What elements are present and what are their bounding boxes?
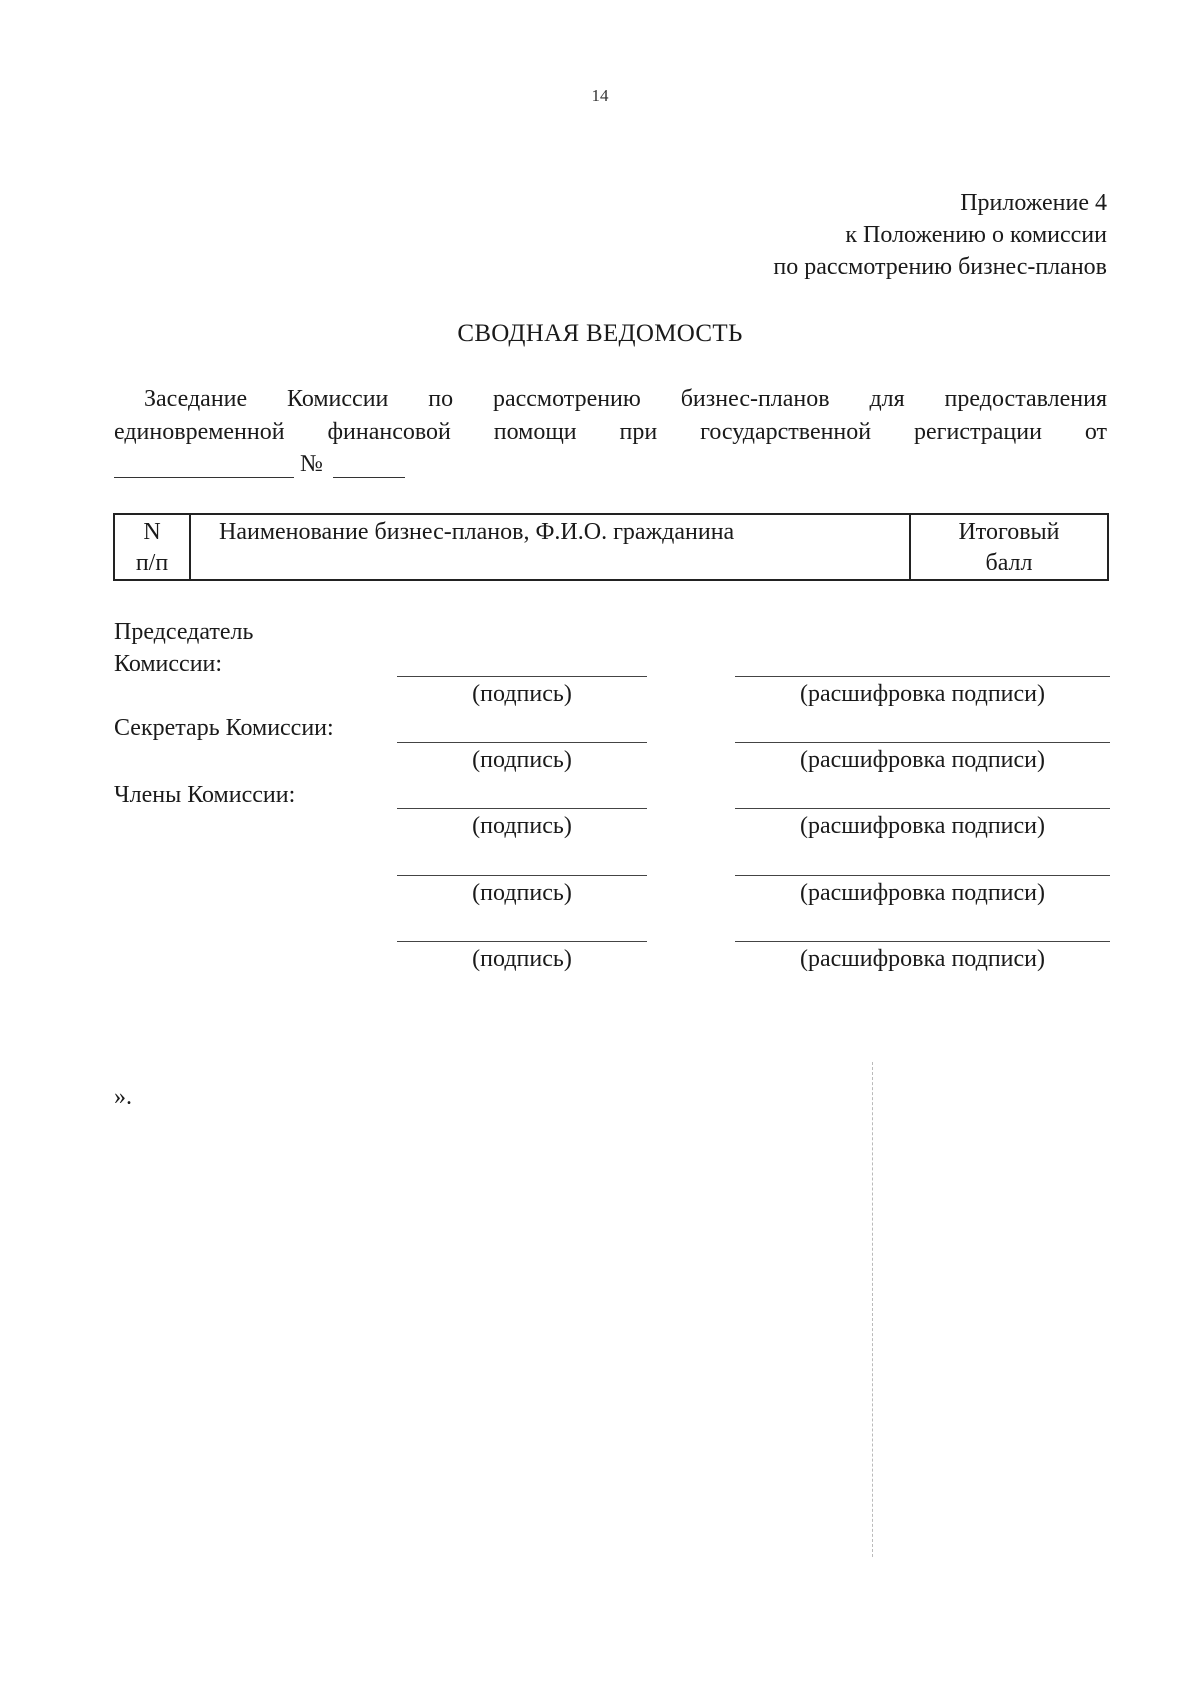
table-header-row — [114, 514, 1108, 580]
date-number-row — [114, 451, 405, 485]
header-total-score-line-2: балл — [985, 550, 1033, 576]
member-1-decode-line[interactable] — [735, 808, 1110, 809]
document-title: СВОДНАЯ ВЕДОМОСТЬ — [457, 320, 743, 347]
member-1-signature-caption: (подпись) — [472, 813, 572, 839]
member-2-decode-caption: (расшифровка подписи) — [800, 880, 1045, 906]
date-blank-field[interactable] — [114, 451, 294, 478]
appendix-line-3: по рассмотрению бизнес-планов — [773, 254, 1107, 280]
header-row-number — [114, 514, 190, 580]
number-sign: № — [300, 451, 323, 477]
member-3-decode-line[interactable] — [735, 941, 1110, 942]
page-number: 14 — [591, 86, 609, 105]
intro-line-2: единовременной финансовой помощи при государственной регистрации от — [114, 419, 1107, 445]
secretary-label: Секретарь Комиссии: — [114, 715, 334, 741]
chairman-label-line-1: Председатель — [114, 619, 254, 645]
margin-rule — [872, 1062, 873, 1557]
chairman-label — [114, 616, 253, 680]
member-2-decode-line[interactable] — [735, 875, 1110, 876]
chairman-label-line-2: Комиссии: — [114, 651, 223, 677]
summary-table — [113, 513, 1109, 581]
number-blank-field[interactable] — [333, 451, 405, 478]
appendix-line-1: Приложение 4 — [960, 190, 1107, 216]
appendix-reference — [773, 187, 1107, 283]
chairman-signature-caption: (подпись) — [472, 681, 572, 707]
secretary-decode-line[interactable] — [735, 742, 1110, 743]
chairman-signature-line[interactable] — [397, 676, 647, 677]
header-total-score — [910, 514, 1108, 580]
member-1-decode-caption: (расшифровка подписи) — [800, 813, 1045, 839]
chairman-decode-line[interactable] — [735, 676, 1110, 677]
intro-paragraph — [114, 383, 1107, 449]
member-2-signature-line[interactable] — [397, 875, 647, 876]
appendix-line-2: к Положению о комиссии — [845, 222, 1107, 248]
member-3-decode-caption: (расшифровка подписи) — [800, 946, 1045, 972]
chairman-decode-caption: (расшифровка подписи) — [800, 681, 1045, 707]
secretary-signature-caption: (подпись) — [472, 747, 572, 773]
member-2-signature-caption: (подпись) — [472, 880, 572, 906]
header-business-plan-name: Наименование бизнес-планов, Ф.И.О. гражданина — [190, 514, 910, 580]
secretary-decode-caption: (расшифровка подписи) — [800, 747, 1045, 773]
header-row-number-line-2: п/п — [135, 550, 169, 576]
secretary-signature-line[interactable] — [397, 742, 647, 743]
members-label: Члены Комиссии: — [114, 782, 296, 808]
closing-quote: ». — [114, 1084, 132, 1110]
member-3-signature-caption: (подпись) — [472, 946, 572, 972]
intro-line-1: Заседание Комиссии по рассмотрению бизнес-планов для предоставления — [144, 386, 1107, 412]
member-1-signature-line[interactable] — [397, 808, 647, 809]
member-3-signature-line[interactable] — [397, 941, 647, 942]
header-total-score-line-1: Итоговый — [958, 519, 1060, 545]
header-row-number-line-1: N — [143, 519, 161, 545]
